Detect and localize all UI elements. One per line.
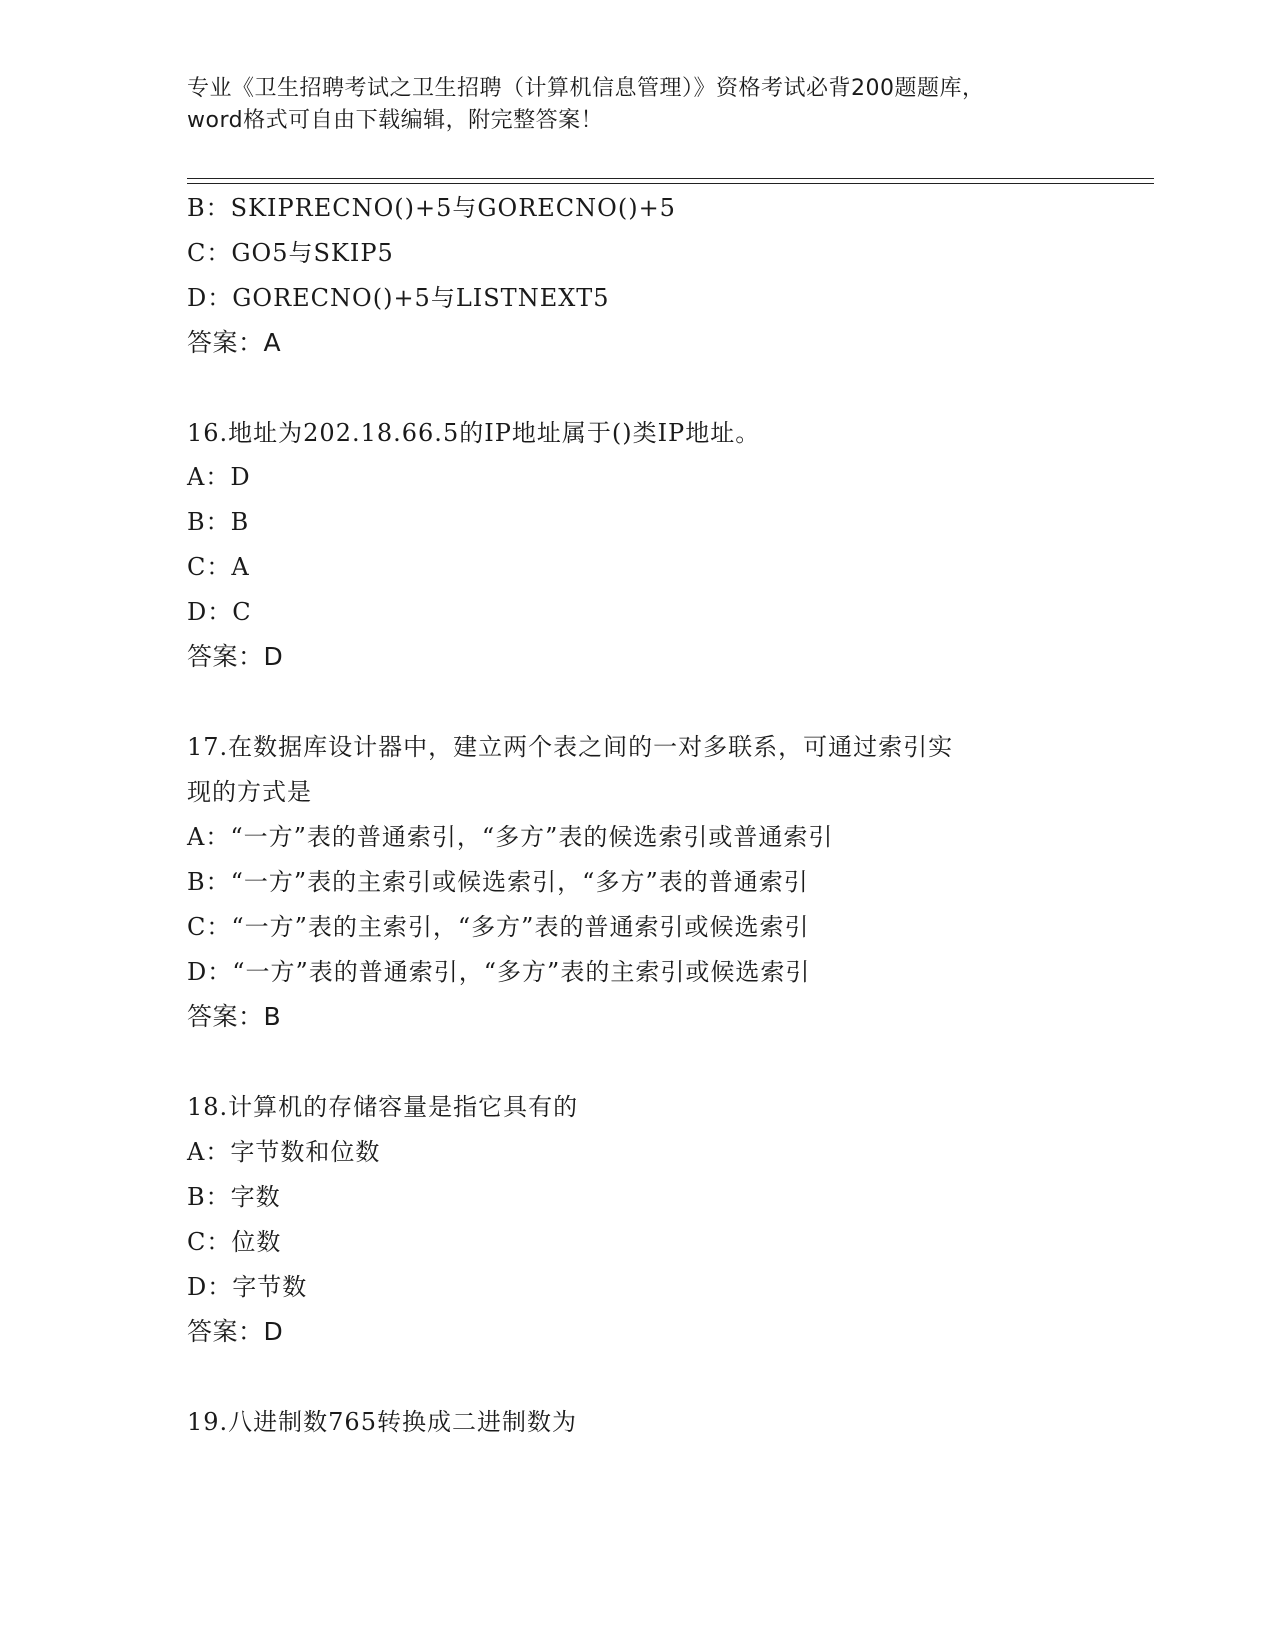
- question-18-option-c: C：位数: [187, 1228, 282, 1256]
- question-17-option-b: B：“一方”表的主索引或候选索引，“多方”表的普通索引: [187, 868, 809, 896]
- question-17-answer: 答案：B: [187, 1002, 282, 1031]
- question-18-answer: 答案：D: [187, 1317, 284, 1346]
- question-17-stem-line-2: 现的方式是: [187, 778, 312, 806]
- question-17-stem-line-1: 17.在数据库设计器中，建立两个表之间的一对多联系，可通过索引实: [187, 733, 954, 761]
- option-b: B：SKIPRECNO()+5与GORECNO()+5: [187, 194, 676, 222]
- option-d: D：GORECNO()+5与LISTNEXT5: [187, 284, 610, 312]
- question-17-option-d: D：“一方”表的普通索引，“多方”表的主索引或候选索引: [187, 958, 811, 986]
- question-16-option-d: D：C: [187, 598, 252, 626]
- header-title-line-1: 专业《卫生招聘考试之卫生招聘（计算机信息管理）》资格考试必背200题题库，: [187, 76, 985, 101]
- question-18-option-a: A：字节数和位数: [187, 1138, 381, 1166]
- question-19-stem: 19.八进制数765转换成二进制数为: [187, 1408, 577, 1436]
- question-17-option-a: A：“一方”表的普通索引，“多方”表的候选索引或普通索引: [187, 823, 834, 851]
- header-divider-top: [187, 178, 1154, 179]
- document-header: [187, 73, 1067, 137]
- question-16-option-b: B：B: [187, 508, 250, 536]
- option-c: C：GO5与SKIP5: [187, 239, 394, 267]
- question-16-stem: 16.地址为202.18.66.5的IP地址属于()类IP地址。: [187, 419, 761, 447]
- answer: 答案：A: [187, 328, 282, 357]
- question-16-option-c: C：A: [187, 553, 250, 581]
- header-divider-bottom: [187, 183, 1154, 184]
- question-16-option-a: A：D: [187, 463, 251, 491]
- header-title-line-2: word格式可自由下载编辑，附完整答案！: [187, 108, 604, 133]
- question-18-option-d: D：字节数: [187, 1273, 308, 1301]
- question-18-option-b: B：字数: [187, 1183, 281, 1211]
- question-16-answer: 答案：D: [187, 642, 284, 671]
- question-18-stem: 18.计算机的存储容量是指它具有的: [187, 1093, 579, 1121]
- question-17-option-c: C：“一方”表的主索引，“多方”表的普通索引或候选索引: [187, 913, 810, 941]
